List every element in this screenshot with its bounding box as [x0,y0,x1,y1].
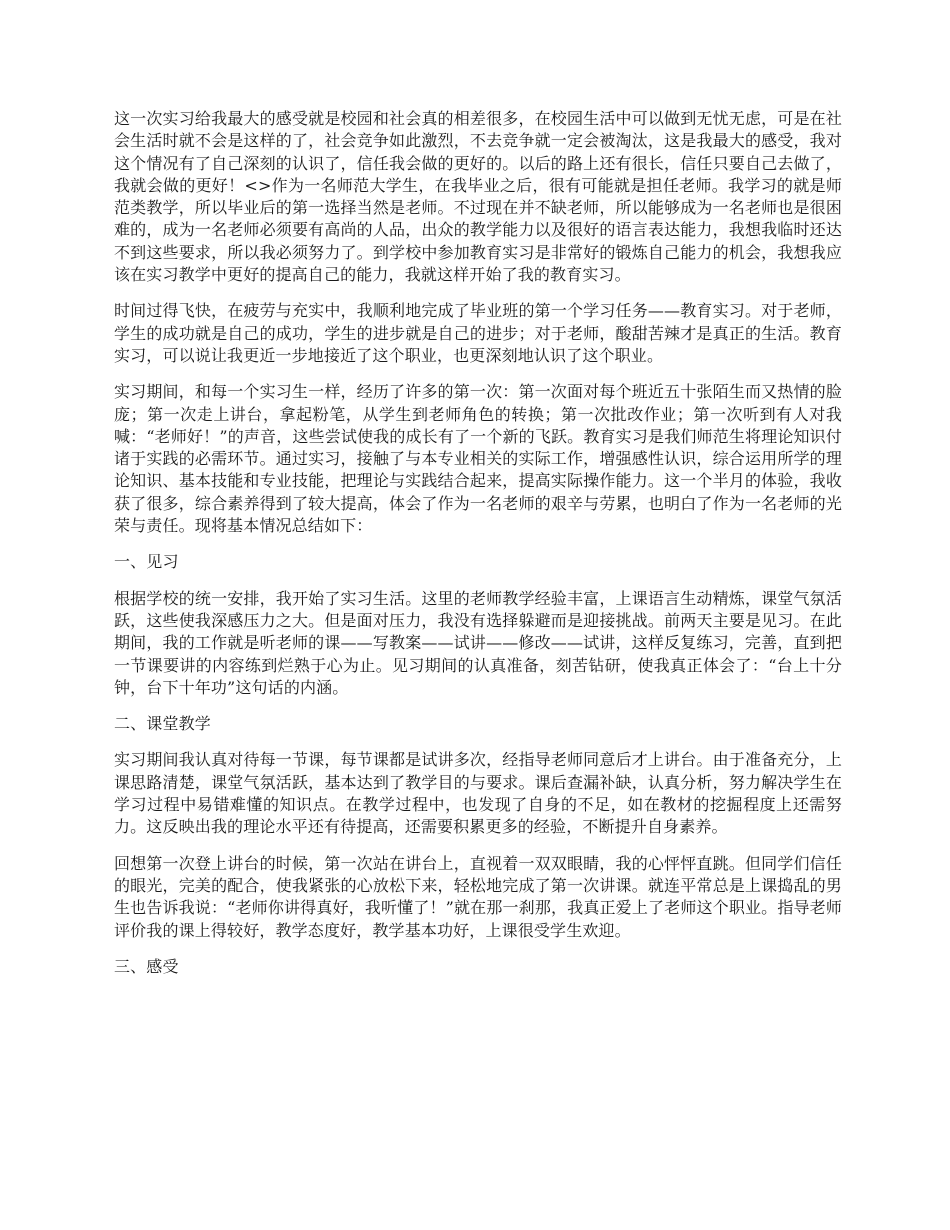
paragraph-time-passes: 时间过得飞快，在疲劳与充实中，我顺利地完成了毕业班的第一个学习任务——教育实习。对于老师，学生的成功就是自己的成功，学生的进步就是自己的进步；对于老师，酸甜苦辣才是真正的生活。教育实习，可以说让我更近一步地接近了这个职业，也更深刻地认识了这个职业。 [114,301,842,365]
document-body [114,108,842,992]
paragraph-intro: 这一次实习给我最大的感受就是校园和社会真的相差很多，在校园生活中可以做到无忧无虑，可是在社会生活时就不会是这样的了，社会竞争如此激烈，不去竞争就一定会被淘汰，这是我最大的感受，我对这个情况有了自己深刻的认识了，信任我会做的更好的。以后的路上还有很长，信任只要自己去做了，我就会做的更好！<>作为一名师范大学生，在我毕业之后，很有可能就是担任老师。我学习的就是师范类教学，所以毕业后的第一选择当然是老师。不过现在并不缺老师，所以能够成为一名老师也是很困难的，成为一名老师必须要有高尚的人品，出众的教学能力以及很好的语言表达能力，我想我临时还达不到这些要求，所以我必须努力了。到学校中参加教育实习是非常好的锻炼自己能力的机会，我想我应该在实习教学中更好的提高自己的能力，我就这样开始了我的教育实习。 [114,109,842,285]
paragraph-classroom-teaching: 实习期间我认真对待每一节课，每节课都是试讲多次，经指导老师同意后才上讲台。由于准备充分，上课思路清楚，课堂气氛活跃，基本达到了教学目的与要求。课后查漏补缺，认真分析，努力解决学生在学习过程中易错难懂的知识点。在教学过程中，也发现了自身的不足，如在教材的挖掘程度上还需努力。这反映出我的理论水平还有待提高，还需要积累更多的经验，不断提升自身素养。 [114,750,842,837]
paragraph-observation: 根据学校的统一安排，我开始了实习生活。这里的老师教学经验丰富，上课语言生动精炼，课堂气氛活跃，这些使我深感压力之大。但是面对压力，我没有选择躲避而是迎接挑战。前两天主要是见习。在此期间，我的工作就是听老师的课——写教案——试讲——修改——试讲，这样反复练习，完善，直到把一节课要讲的内容练到烂熟于心为止。见习期间的认真准备，刻苦钻研，使我真正体会了：“台上十分钟，台下十年功”这句话的内涵。 [114,588,842,697]
section-heading-reflections: 三、感受 [114,956,179,976]
section-heading-observation: 一、见习 [114,552,179,572]
paragraph-first-lecture: 回想第一次登上讲台的时候，第一次站在讲台上，直视着一双双眼睛，我的心怦怦直跳。但同学们信任的眼光，完美的配合，使我紧张的心放松下来，轻松地完成了第一次讲课。就连平常总是上课捣乱的男生也告诉我说：“老师你讲得真好，我听懂了！”就在那一刹那，我真正爱上了老师这个职业。指导老师评价我的课上得较好，教学态度好，教学基本功好，上课很受学生欢迎。 [114,853,842,940]
paragraph-internship-firsts: 实习期间，和每一个实习生一样，经历了许多的第一次：第一次面对每个班近五十张陌生而又热情的脸庞；第一次走上讲台，拿起粉笔，从学生到老师角色的转换；第一次批改作业；第一次听到有人对我喊：“老师好！”的声音，这些尝试使我的成长有了一个新的飞跃。教育实习是我们师范生将理论知识付诸于实践的必需环节。通过实习，接触了与本专业相关的实际工作，增强感性认识，综合运用所学的理论知识、基本技能和专业技能，把理论与实践结合起来，提高实际操作能力。这一个半月的体验，我收获了很多，综合素养得到了较大提高，体会了作为一名老师的艰辛与劳累，也明白了作为一名老师的光荣与责任。现将基本情况总结如下： [114,382,842,536]
section-heading-classroom-teaching: 二、课堂教学 [114,714,211,734]
